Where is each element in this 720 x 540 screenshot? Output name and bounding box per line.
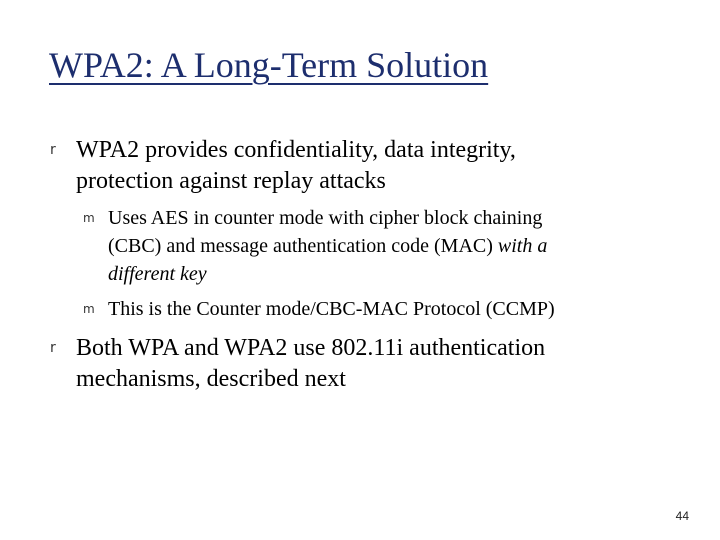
bullet-marker-icon: r — [50, 142, 56, 158]
page-number: 44 — [675, 509, 689, 523]
slide-title: WPA2: A Long-Term Solution — [49, 45, 489, 85]
subbullet-line: This is the Counter mode/CBC-MAC Protocol (CCMP) — [108, 298, 555, 320]
subbullet-italic-text: with a — [497, 235, 548, 257]
subbullet-ccmp — [83, 295, 668, 323]
subbullet-line: Uses AES in counter mode with cipher block chaining — [108, 207, 543, 229]
subbullet-marker-icon: m — [83, 302, 95, 316]
bullet-both-wpa — [50, 333, 676, 395]
bullet-marker-icon: r — [50, 340, 56, 356]
bullet-line: protection against replay attacks — [76, 168, 386, 194]
bullet-wpa2-provides — [50, 135, 676, 197]
subbullet-uses-aes — [83, 204, 668, 288]
bullet-line: WPA2 provides confidentiality, data integrity, — [76, 137, 516, 163]
subbullet-marker-icon: m — [83, 211, 95, 225]
subbullet-line — [108, 260, 668, 288]
subbullet-line — [108, 232, 668, 260]
bullet-line: mechanisms, described next — [76, 366, 346, 392]
subbullet-text: (CBC) and message authentication code (MAC) — [108, 235, 498, 257]
subbullet-italic-text: different key — [108, 263, 207, 285]
bullet-line: Both WPA and WPA2 use 802.11i authentication — [76, 335, 546, 361]
